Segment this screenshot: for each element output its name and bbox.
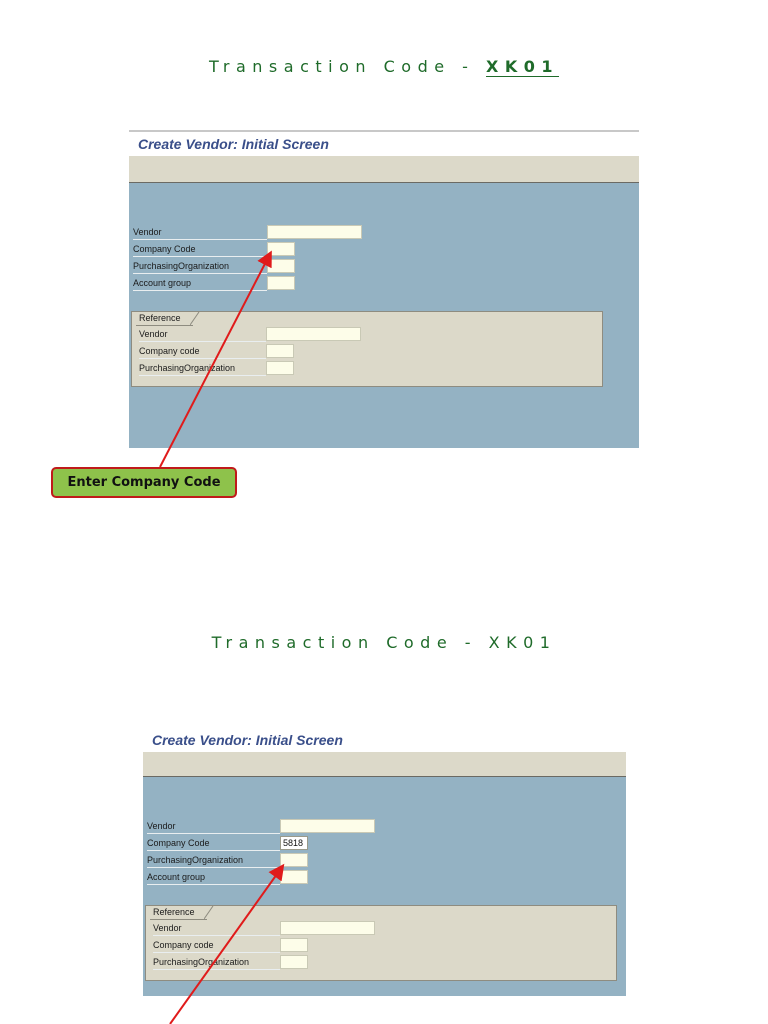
ref-purchasing-org-label: PurchasingOrganization [139,361,266,376]
ref-company-code-label-2: Company code [153,938,280,953]
transaction-code-value: XK01 [486,57,560,76]
company-code-label-2: Company Code [147,836,280,851]
account-group-label-2: Account group [147,870,280,885]
vendor-label-2: Vendor [147,819,280,834]
ref-vendor-label: Vendor [139,327,266,342]
reference-group-title-2: Reference [150,906,207,920]
purchasing-org-label: PurchasingOrganization [133,259,267,274]
transaction-code-label-2: Transaction Code - [211,633,478,652]
callout-enter-company-code: Enter Company Code [51,467,237,498]
screen-title: Create Vendor: Initial Screen [138,136,329,152]
reference-group-title: Reference [136,312,193,326]
transaction-code-value-2: XK01 [488,633,557,652]
arrow-to-purchasing-org [170,867,282,1024]
purchasing-org-label-2: PurchasingOrganization [147,853,280,868]
ref-purchasing-org-label-2: PurchasingOrganization [153,955,280,970]
screen-title-2: Create Vendor: Initial Screen [152,732,343,748]
ref-company-code-label: Company code [139,344,266,359]
arrow-to-company-code [160,254,270,467]
transaction-code-label: Transaction Code - [208,57,475,76]
company-code-label: Company Code [133,242,267,257]
vendor-label: Vendor [133,225,267,240]
ref-vendor-label-2: Vendor [153,921,280,936]
account-group-label: Account group [133,276,267,291]
